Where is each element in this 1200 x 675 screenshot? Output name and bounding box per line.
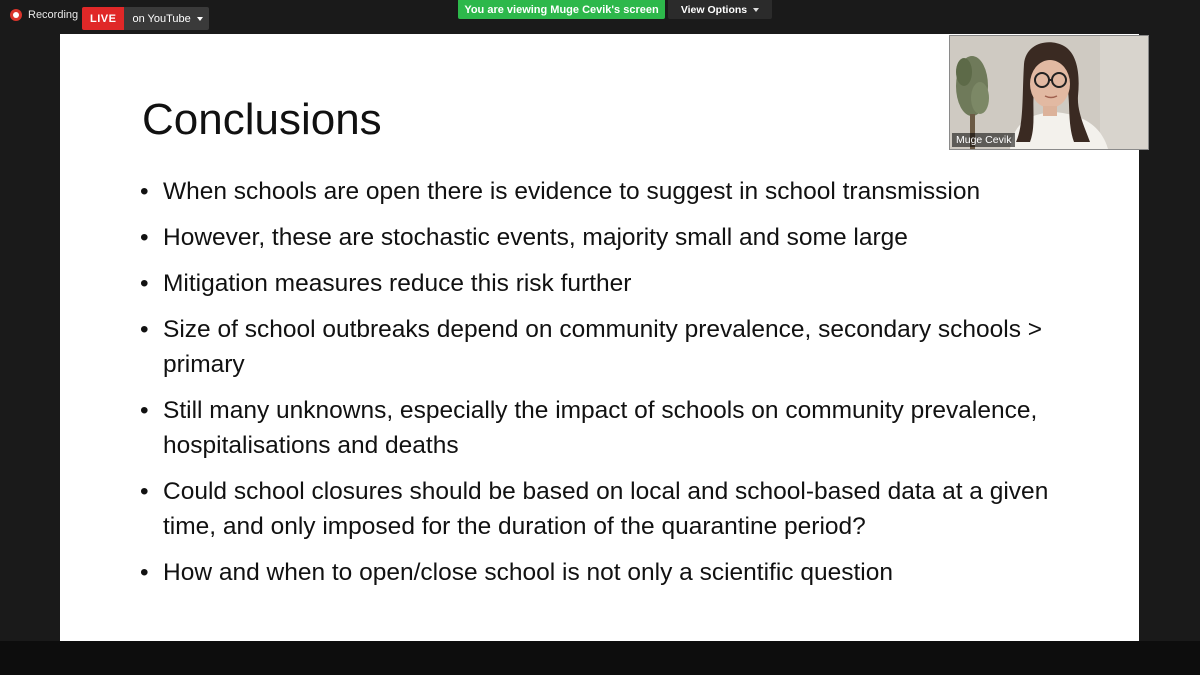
live-target-dropdown[interactable] [124, 7, 208, 30]
meeting-bottom-bar [0, 641, 1200, 675]
meeting-top-bar [0, 0, 1200, 34]
bullet-item: • When schools are open there is evidence to suggest in school transmission [140, 174, 1060, 209]
slide-title: Conclusions [142, 95, 382, 144]
bullet-item: • Size of school outbreaks depend on community prevalence, secondary schools > primary [140, 312, 1060, 382]
view-options-label: View Options [680, 3, 748, 16]
record-icon [10, 9, 22, 21]
bullet-item: • Still many unknowns, especially the impact of schools on community prevalence, hospitalisations and deaths [140, 393, 1060, 463]
bullet-item: • Mitigation measures reduce this risk further [140, 266, 1060, 301]
recording-label: Recording [28, 9, 79, 21]
live-badge: LIVE [82, 7, 124, 30]
viewing-screen-banner: You are viewing Muge Cevik's screen [458, 0, 665, 19]
view-options-button[interactable] [668, 0, 772, 19]
live-target-label: on YouTube [132, 12, 191, 25]
chevron-down-icon [197, 17, 203, 21]
participant-name-label: Muge Cevik [952, 133, 1015, 147]
bullet-item: • Could school closures should be based on local and school-based data at a given time, and only imposed for the duration of the quarantine period? [140, 474, 1060, 544]
bullet-list [140, 174, 1060, 601]
chevron-down-icon [753, 8, 759, 12]
participant-video-tile[interactable] [949, 35, 1149, 150]
bullet-item: • How and when to open/close school is not only a scientific question [140, 555, 1060, 590]
recording-indicator[interactable] [10, 9, 78, 21]
live-stream-control[interactable] [82, 7, 209, 30]
bullet-item: • However, these are stochastic events, majority small and some large [140, 220, 1060, 255]
